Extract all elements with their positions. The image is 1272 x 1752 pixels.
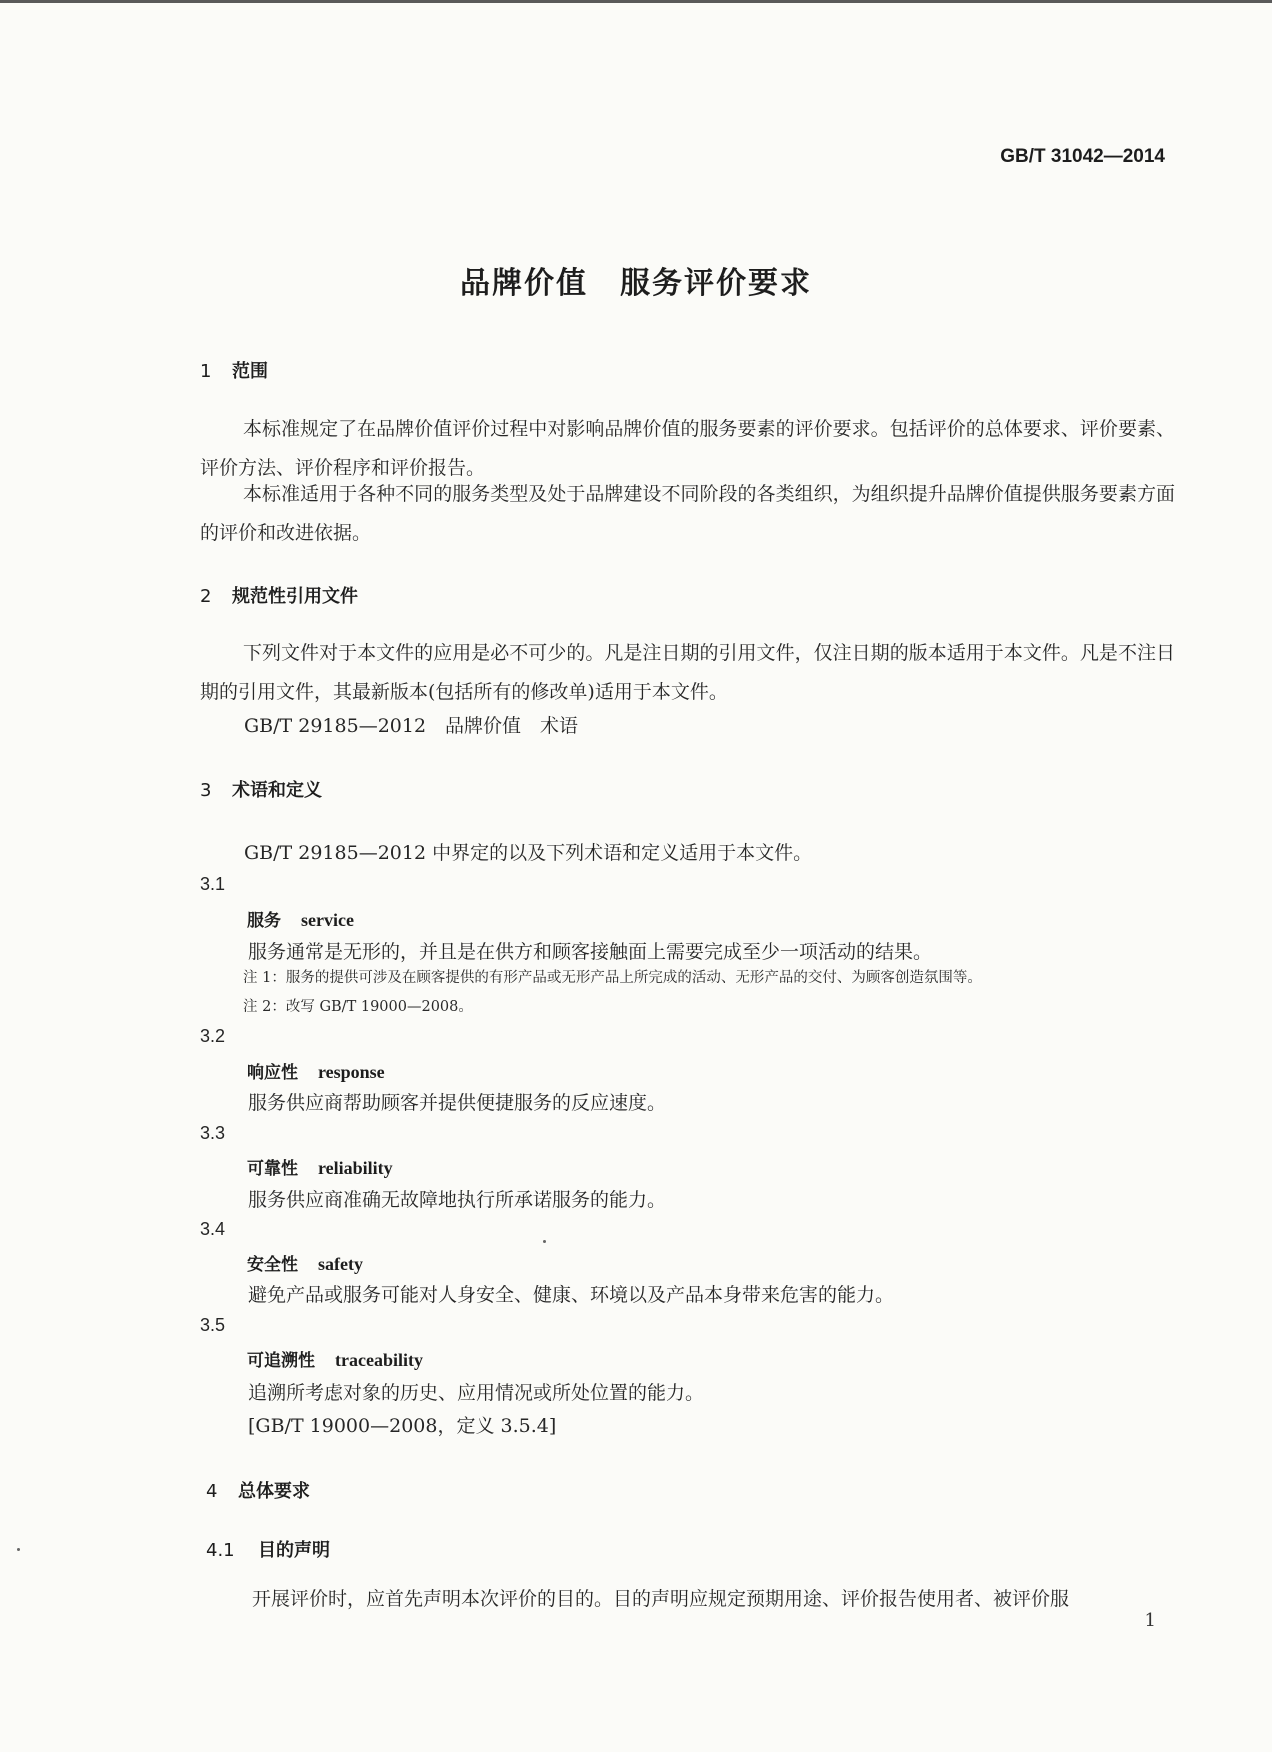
scan-edge	[0, 0, 1272, 3]
term-definition: 服务通常是无形的，并且是在供方和顾客接触面上需要完成至少一项活动的结果。	[248, 941, 933, 963]
term-definition: 服务供应商准确无故障地执行所承诺服务的能力。	[248, 1189, 667, 1211]
term-number: 3.4	[200, 1219, 226, 1239]
term-zh: 响应性	[247, 1063, 298, 1083]
term-heading	[247, 1154, 393, 1179]
term-number: 3.1	[200, 874, 226, 894]
term-definition: 避免产品或服务可能对人身安全、健康、环境以及产品本身带来危害的能力。	[248, 1284, 895, 1306]
page-title: 品牌价值 服务评价要求	[460, 266, 812, 301]
section-4-heading	[206, 1477, 310, 1503]
term-zh: 可追溯性	[247, 1351, 315, 1371]
term-en: service	[301, 910, 354, 930]
section-3-intro: GB/T 29185—2012 中界定的以及下列术语和定义适用于本文件。	[244, 842, 813, 864]
section-number: 4	[206, 1481, 218, 1502]
section-4-paragraph-1: 开展评价时，应首先声明本次评价的目的。目的声明应规定预期用途、评价报告使用者、被评价服	[252, 1588, 1070, 1610]
term-number: 3.2	[200, 1026, 226, 1046]
term-number: 3.5	[200, 1315, 226, 1335]
section-1-heading	[200, 357, 268, 383]
section-1-paragraph-1: 本标准规定了在品牌价值评价过程中对影响品牌价值的服务要素的评价要求。包括评价的总体要求、评价要素、评价方法、评价程序和评价报告。	[200, 418, 1175, 479]
term-note-2: 注 2：改写 GB/T 19000—2008。	[243, 999, 473, 1015]
section-number: 3	[200, 780, 212, 801]
subsection-title: 目的声明	[258, 1540, 330, 1561]
page-number: 1	[1144, 1610, 1156, 1631]
section-number: 1	[200, 361, 212, 382]
section-title: 术语和定义	[232, 780, 322, 801]
section-title: 规范性引用文件	[232, 586, 358, 607]
term-zh: 服务	[247, 911, 281, 931]
normative-reference: GB/T 29185—2012 品牌价值 术语	[244, 715, 579, 737]
term-heading	[247, 1058, 385, 1083]
section-title: 总体要求	[238, 1481, 310, 1502]
term-definition: 服务供应商帮助顾客并提供便捷服务的反应速度。	[248, 1092, 667, 1114]
section-title: 范围	[232, 361, 268, 382]
term-en: safety	[318, 1254, 363, 1274]
term-zh: 可靠性	[247, 1159, 298, 1179]
section-2-heading	[200, 582, 358, 608]
term-number: 3.3	[200, 1123, 226, 1143]
term-definition: 追溯所考虑对象的历史、应用情况或所处位置的能力。	[248, 1382, 705, 1404]
term-zh: 安全性	[247, 1255, 298, 1275]
term-en: traceability	[335, 1350, 423, 1370]
term-source: [GB/T 19000—2008，定义 3.5.4]	[248, 1415, 557, 1437]
scan-speck	[543, 1240, 546, 1243]
standard-code: GB/T 31042—2014	[1000, 146, 1165, 167]
section-3-heading	[200, 776, 322, 802]
term-heading	[247, 1346, 423, 1371]
scan-speck	[17, 1548, 20, 1551]
section-number: 2	[200, 586, 212, 607]
term-en: response	[318, 1062, 385, 1082]
section-1-paragraph-2: 本标准适用于各种不同的服务类型及处于品牌建设不同阶段的各类组织，为组织提升品牌价值提供服务要素方面的评价和改进依据。	[200, 483, 1175, 544]
term-note-1: 注 1：服务的提供可涉及在顾客提供的有形产品或无形产品上所完成的活动、无形产品的交付、为顾客创造氛围等。	[243, 970, 982, 986]
section-2-paragraph-1: 下列文件对于本文件的应用是必不可少的。凡是注日期的引用文件，仅注日期的版本适用于本文件。凡是不注日期的引用文件，其最新版本(包括所有的修改单)适用于本文件。	[200, 642, 1175, 703]
subsection-number: 4.1	[206, 1540, 235, 1561]
term-heading	[247, 1250, 363, 1275]
term-heading	[247, 906, 354, 931]
subsection-4-1-heading	[206, 1536, 330, 1562]
term-en: reliability	[318, 1158, 393, 1178]
